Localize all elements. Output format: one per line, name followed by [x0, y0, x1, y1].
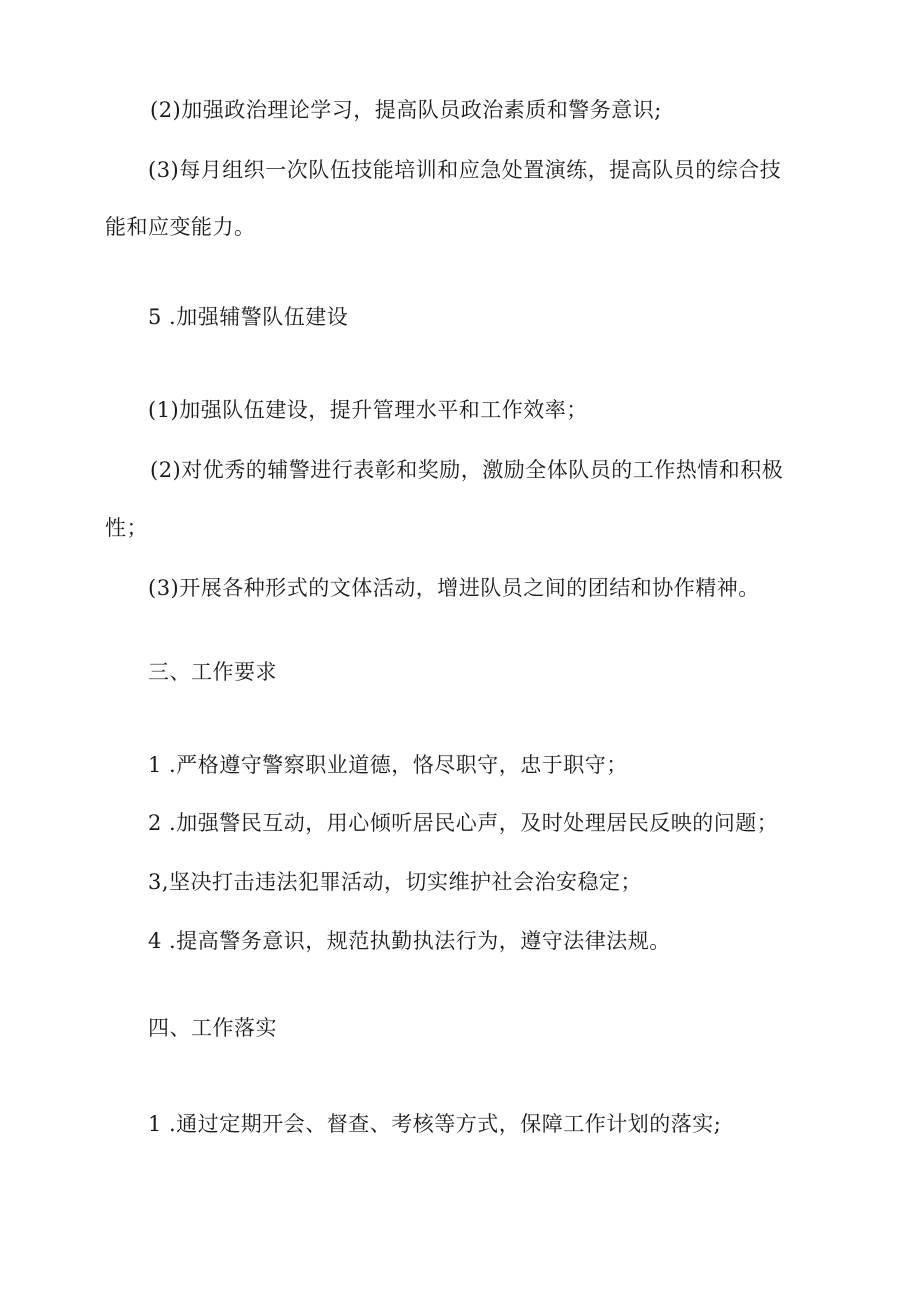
paragraph-cultural-activities: (3)开展各种形式的文体活动，增进队员之间的团结和协作精神。	[148, 576, 760, 600]
list-item-crime-fighting: 3,坚决打击违法犯罪活动，切实维护社会治安稳定；	[148, 870, 643, 894]
list-item-community-interaction: 2 .加强警民互动，用心倾听居民心声，及时处理居民反映的问题；	[148, 811, 779, 835]
section-heading-team-building: 5 .加强辅警队伍建设	[148, 305, 349, 329]
paragraph-monthly-training-cont: 能和应变能力。	[105, 215, 256, 239]
list-item-ethics: 1 .严格遵守警察职业道德，恪尽职守，忠于职守；	[148, 753, 628, 777]
paragraph-commendation-cont: 性；	[105, 516, 148, 540]
section-heading-work-requirements: 三、工作要求	[148, 660, 277, 684]
paragraph-monthly-training: (3)每月组织一次队伍技能培训和应急处置演练，提高队员的综合技	[148, 158, 782, 182]
paragraph-commendation: (2)对优秀的辅警进行表彰和奖励，激励全体队员的工作热情和积极	[150, 458, 784, 482]
paragraph-political-study: (2)加强政治理论学习，提高队员政治素质和警务意识;	[150, 98, 662, 122]
section-heading-implementation: 四、工作落实	[148, 1016, 277, 1040]
paragraph-team-management: (1)加强队伍建设，提升管理水平和工作效率；	[148, 398, 588, 422]
list-item-regular-meetings: 1 .通过定期开会、督查、考核等方式，保障工作计划的落实;	[148, 1112, 722, 1136]
list-item-law-enforcement: 4 .提高警务意识，规范执勤执法行为，遵守法律法规。	[148, 929, 671, 953]
